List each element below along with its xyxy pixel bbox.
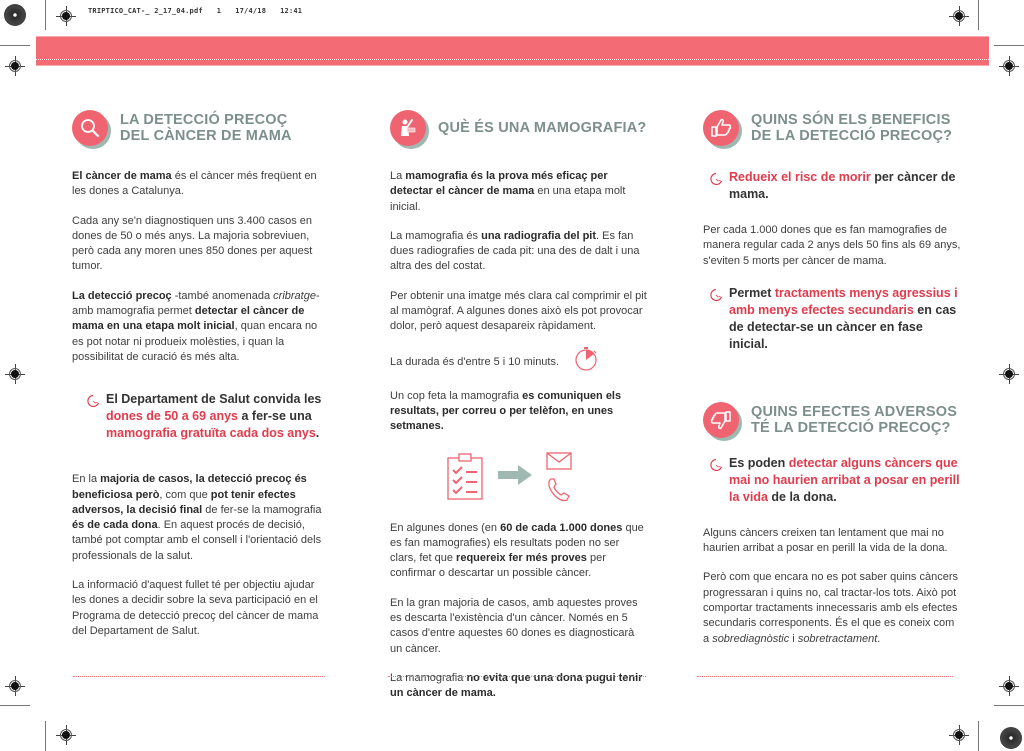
- section-header-adverse: [703, 397, 961, 443]
- crop-mark: [978, 721, 979, 751]
- crop-mark: [994, 705, 1024, 706]
- registration-mark-top-right-2: [1001, 58, 1017, 74]
- print-filename: TRIPTICO_CAT-_ 2_17_04.pdf: [88, 7, 203, 15]
- text: La durada és d'entre 5 i 10 minuts.: [390, 355, 560, 368]
- crescent-bullet-icon: [86, 394, 100, 408]
- column-early-detection: [72, 105, 330, 653]
- column-what-is-mammography: [390, 105, 648, 716]
- text: i: [789, 632, 798, 645]
- arrow-right-icon: [498, 465, 532, 485]
- italic-text: sobretractament: [797, 632, 878, 645]
- text: Un cop feta la mamografia: [390, 389, 523, 402]
- crescent-bullet-icon: [709, 288, 723, 302]
- registration-mark-top-left-2: [7, 58, 23, 74]
- text: La mamografia: [390, 671, 467, 684]
- column-footer-divider: [73, 676, 325, 677]
- print-page: 1: [216, 7, 222, 15]
- text: per confirmar o descartar un possible càncer.: [390, 552, 606, 580]
- bold-text: La detecció precoç: [72, 289, 172, 302]
- text: per càncer de mama.: [729, 170, 956, 201]
- paragraph: [390, 521, 648, 582]
- text: Però com que encara no es pot saber quins càncers progressaran i quins no, cal tractar-los tots. Això pot comportar tractaments innecessaris amb els efectes secundaris corresponents. És el que es coneix com a: [703, 571, 958, 645]
- callout-benefit-1: [709, 169, 961, 203]
- top-decorative-band: [36, 36, 989, 66]
- section-header: [390, 105, 648, 151]
- callout-benefit-2: [709, 285, 961, 353]
- envelope-icon: [546, 451, 572, 471]
- paragraph: Alguns càncers creixen tan lentament que mai no haurien arribat a posar en perill la vida de la dona.: [703, 526, 948, 555]
- text: , quan encara no es pot notar ni produeix molèsties, i quan la possibilitat de curació és més alta.: [72, 320, 318, 363]
- registration-mark-bottom-right-1: [1001, 678, 1017, 694]
- section-title: [120, 112, 292, 144]
- italic-text: sobrediagnòstic: [712, 632, 790, 645]
- crop-mark: [994, 45, 1024, 46]
- text: La: [390, 170, 406, 182]
- paragraph: [390, 389, 648, 435]
- mammography-patient-icon: [390, 110, 426, 146]
- text: En algunes dones (en: [390, 521, 501, 534]
- paragraph: [72, 169, 330, 200]
- text: en una etapa molt inicial.: [390, 185, 626, 213]
- bold-text: mamografia és la prova més eficaç per detectar el càncer de mama: [390, 170, 608, 198]
- text: .: [877, 632, 881, 645]
- bold-text: majoria de casos, la detecció precoç és beneficiosa però: [72, 473, 307, 501]
- print-date: 17/4/18: [235, 7, 267, 15]
- thumbs-up-icon: [703, 110, 739, 146]
- paragraph: Cada any se'n diagnostiquen uns 3.400 casos en dones de 50 o més anys. La majoria sobreviuen, però cada any moren unes 850 dones per aquest tumor.: [72, 214, 313, 273]
- paragraph: [390, 229, 648, 275]
- crescent-bullet-icon: [709, 458, 723, 472]
- column-footer-divider: [388, 676, 646, 677]
- highlight-text: dones de 50 a 69 anys: [106, 409, 239, 424]
- text: a fer-se una: [238, 409, 312, 424]
- paragraph: En la gran majoria de casos, amb aquestes proves es descarta l'existència d'un càncer. Només en 5 casos d'entre aquestes 60 dones es diagnosticarà un càncer.: [390, 596, 638, 655]
- paragraph: [390, 169, 648, 215]
- crop-mark: [45, 721, 46, 751]
- crop-mark: [978, 0, 979, 30]
- crop-mark: [0, 705, 30, 706]
- callout-adverse: [709, 455, 961, 506]
- crop-mark: [45, 0, 46, 30]
- text: La mamografia és: [390, 229, 482, 242]
- print-header: [88, 7, 316, 15]
- registration-mark-bottom-right-2: [951, 727, 967, 743]
- section-title: [751, 112, 952, 144]
- title-line: QUINS EFECTES ADVERSOS: [751, 403, 958, 420]
- registration-mark-bottom-left-1: [7, 678, 23, 694]
- title-line: DE LA DETECCIÓ PRECOÇ?: [751, 128, 953, 144]
- bold-text: és de cada dona: [72, 519, 158, 532]
- phone-icon: [546, 477, 572, 503]
- text: Es poden: [729, 455, 789, 470]
- highlight-text: tractaments menys agressius i amb menys efectes secundaris: [729, 285, 958, 317]
- highlight-text: mamografia gratuïta cada dos anys: [106, 426, 316, 441]
- results-illustration: [390, 449, 648, 515]
- column-footer-divider: [697, 676, 953, 677]
- bold-text: 60 de cada 1.000 dones: [500, 521, 623, 534]
- text: , com que: [159, 488, 211, 501]
- text: de la dona.: [767, 489, 837, 504]
- title-line: DEL CÀNCER DE MAMA: [120, 128, 292, 144]
- text: en cas de detectar-se un càncer en fase inicial.: [729, 302, 957, 351]
- paragraph-duration: [390, 349, 648, 375]
- text: de fer-se la mamografia: [202, 503, 322, 516]
- text: .: [315, 426, 320, 441]
- registration-mark-mid-right: [1001, 366, 1017, 382]
- italic-text: cribratge: [273, 289, 316, 302]
- bold-text: requereix fer més proves: [456, 552, 587, 565]
- bold-text: detectar el càncer de mama en una etapa molt inicial: [72, 305, 305, 333]
- registration-mark-mid-left: [7, 366, 23, 382]
- paragraph: Per cada 1.000 dones que es fan mamografies de manera regular cada 2 anys dels 50 fins als 69 anys, s'eviten 5 morts per càncer de mama.: [703, 224, 961, 267]
- highlight-text: detectar alguns càncers que mai no haurien arribat a posar en perill la vida: [729, 455, 960, 504]
- clipboard-checklist-icon: [446, 453, 486, 501]
- bold-text: no evita que una dona pugui tenir un càncer de mama.: [390, 671, 643, 700]
- title-line: QUINS SÓN ELS BENEFICIS: [751, 112, 951, 128]
- callout-invitation: [86, 391, 330, 442]
- section-title: [751, 404, 957, 436]
- title-line: TÉ LA DETECCIÓ PRECOÇ?: [751, 419, 951, 436]
- registration-target-bottom-right: [1000, 727, 1022, 749]
- text: En la: [72, 473, 101, 486]
- magnifier-icon: [72, 110, 108, 146]
- registration-mark-top-right-1: [951, 8, 967, 24]
- text: . En aquest procés de decisió, també pot comptar amb el consell i l'orientació dels professionals de la salut.: [72, 519, 322, 562]
- text: Permet: [729, 285, 775, 300]
- text: que es fan mamografies) els resultats poden no ser clars, fet que: [390, 521, 644, 565]
- highlight-text: Redueix el risc de morir: [729, 170, 871, 184]
- crescent-bullet-icon: [709, 172, 723, 186]
- paragraph: [72, 472, 330, 564]
- paragraph: [72, 289, 330, 365]
- paragraph: [703, 570, 961, 646]
- text: El Departament de Salut convida les: [106, 392, 322, 407]
- section-header-benefits: [703, 105, 961, 151]
- section-title: [438, 120, 646, 136]
- stopwatch-icon: [573, 346, 599, 372]
- thumbs-down-icon: [703, 402, 739, 438]
- bold-text: es comuniquen els resultats, per correu o per telèfon, en unes setmanes.: [390, 389, 622, 433]
- crop-mark: [0, 45, 30, 46]
- section-header: [72, 105, 330, 151]
- title-line: QUÈ ÉS UNA MAMOGRAFIA?: [438, 120, 647, 136]
- bold-text: pot tenir efectes adversos, la decisió final: [72, 488, 296, 516]
- paragraph: Per obtenir una imatge més clara cal comprimir el pit al mamògraf. A algunes dones això els pot provocar dolor, però aquest desapareix ràpidament.: [390, 289, 647, 333]
- paragraph: La informació d'aquest fullet té per objectiu ajudar les dones a decidir sobre la seva participació en el Programa de detecció precoç del càncer de mama del Departament de Salut.: [72, 579, 319, 637]
- registration-mark-bottom-left-2: [58, 727, 74, 743]
- text: -també anomenada: [171, 289, 274, 302]
- text: . Es fan dues radiografies de cada pit: una des de dalt i una altra des del costat.: [390, 229, 640, 273]
- print-time: 12:41: [280, 7, 303, 15]
- column-benefits-and-adverse-effects: [703, 105, 961, 661]
- registration-mark-top-left-1: [58, 8, 74, 24]
- bold-text: una radiografia del pit: [481, 229, 597, 242]
- bold-text: El càncer de mama: [72, 170, 172, 182]
- registration-target-top-left: [4, 4, 26, 26]
- text: és el càncer més freqüent en les dones a Catalunya.: [72, 170, 317, 198]
- title-line: LA DETECCIÓ PRECOÇ: [120, 112, 288, 128]
- text: - amb mamografia permet: [72, 289, 320, 318]
